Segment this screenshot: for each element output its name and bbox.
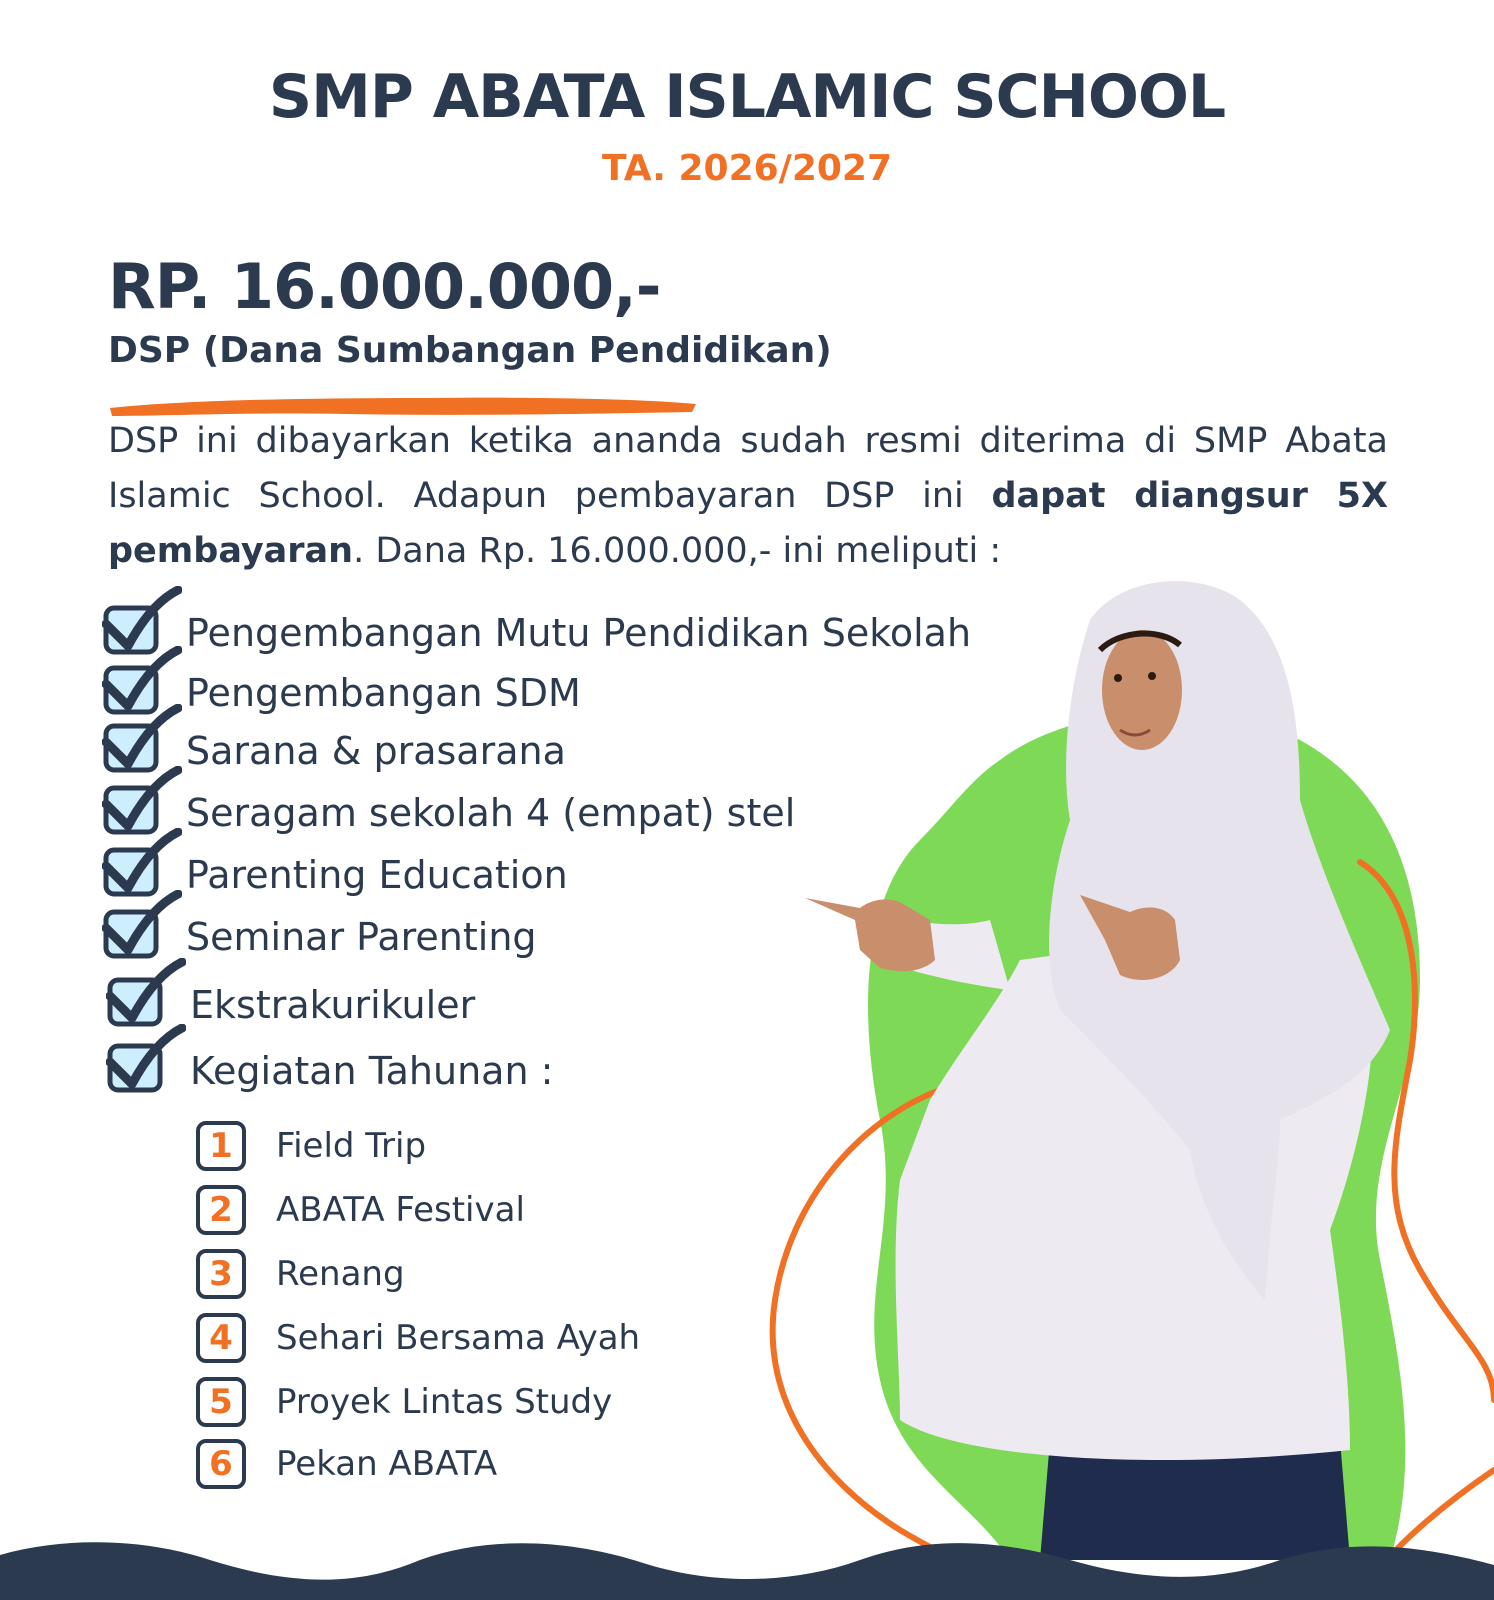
activity-number-badge: 1: [196, 1121, 246, 1171]
activity-label: Renang: [276, 1254, 405, 1294]
activity-item: [196, 1310, 640, 1366]
description-paragraph: DSP ini dibayarkan ketika ananda sudah resmi diterima di SMP Abata Islamic School. Adapun pembayaran DSP ini dapat diangsur 5X pembayaran. Dana Rp. 16.000.000,- ini meliputi :: [108, 421, 1389, 571]
checklist-item: [102, 602, 971, 664]
activity-label: Sehari Bersama Ayah: [276, 1318, 641, 1358]
activity-item: [196, 1436, 497, 1492]
activity-item: [196, 1182, 525, 1238]
checklist-item-label: Kegiatan Tahunan :: [190, 1049, 554, 1093]
checklist-item-label: Seragam sekolah 4 (empat) stel: [186, 791, 796, 835]
activity-label: Pekan ABATA: [276, 1444, 498, 1484]
activity-label: ABATA Festival: [276, 1190, 525, 1230]
activity-number-badge: 5: [196, 1377, 246, 1427]
academic-year: TA. 2026/2027: [601, 148, 893, 189]
activity-item: [196, 1246, 405, 1302]
activity-item: [196, 1374, 612, 1430]
checklist-item-label: Pengembangan Mutu Pendidikan Sekolah: [186, 611, 972, 655]
checklist-item-label: Pengembangan SDM: [186, 671, 581, 715]
fee-amount: RP. 16.000.000,-: [108, 250, 661, 323]
checkbox-checked-icon: [106, 1040, 186, 1102]
checklist-item: [102, 782, 795, 844]
activity-number-badge: 6: [196, 1439, 246, 1489]
activity-label: Field Trip: [276, 1126, 427, 1166]
checklist-item: [106, 1040, 553, 1102]
activity-number-badge: 4: [196, 1313, 246, 1363]
checklist-item-label: Ekstrakurikuler: [190, 983, 476, 1027]
activity-number-badge: 2: [196, 1185, 246, 1235]
activity-label: Proyek Lintas Study: [276, 1382, 613, 1422]
activity-number-badge: 3: [196, 1249, 246, 1299]
checklist-item-label: Sarana & prasarana: [186, 729, 566, 773]
checklist-item-label: Seminar Parenting: [186, 915, 537, 959]
page-title: SMP ABATA ISLAMIC SCHOOL: [268, 62, 1226, 132]
checklist-item-label: Parenting Education: [186, 853, 568, 897]
activity-item: [196, 1118, 426, 1174]
fee-label: DSP (Dana Sumbangan Pendidikan): [108, 330, 832, 371]
